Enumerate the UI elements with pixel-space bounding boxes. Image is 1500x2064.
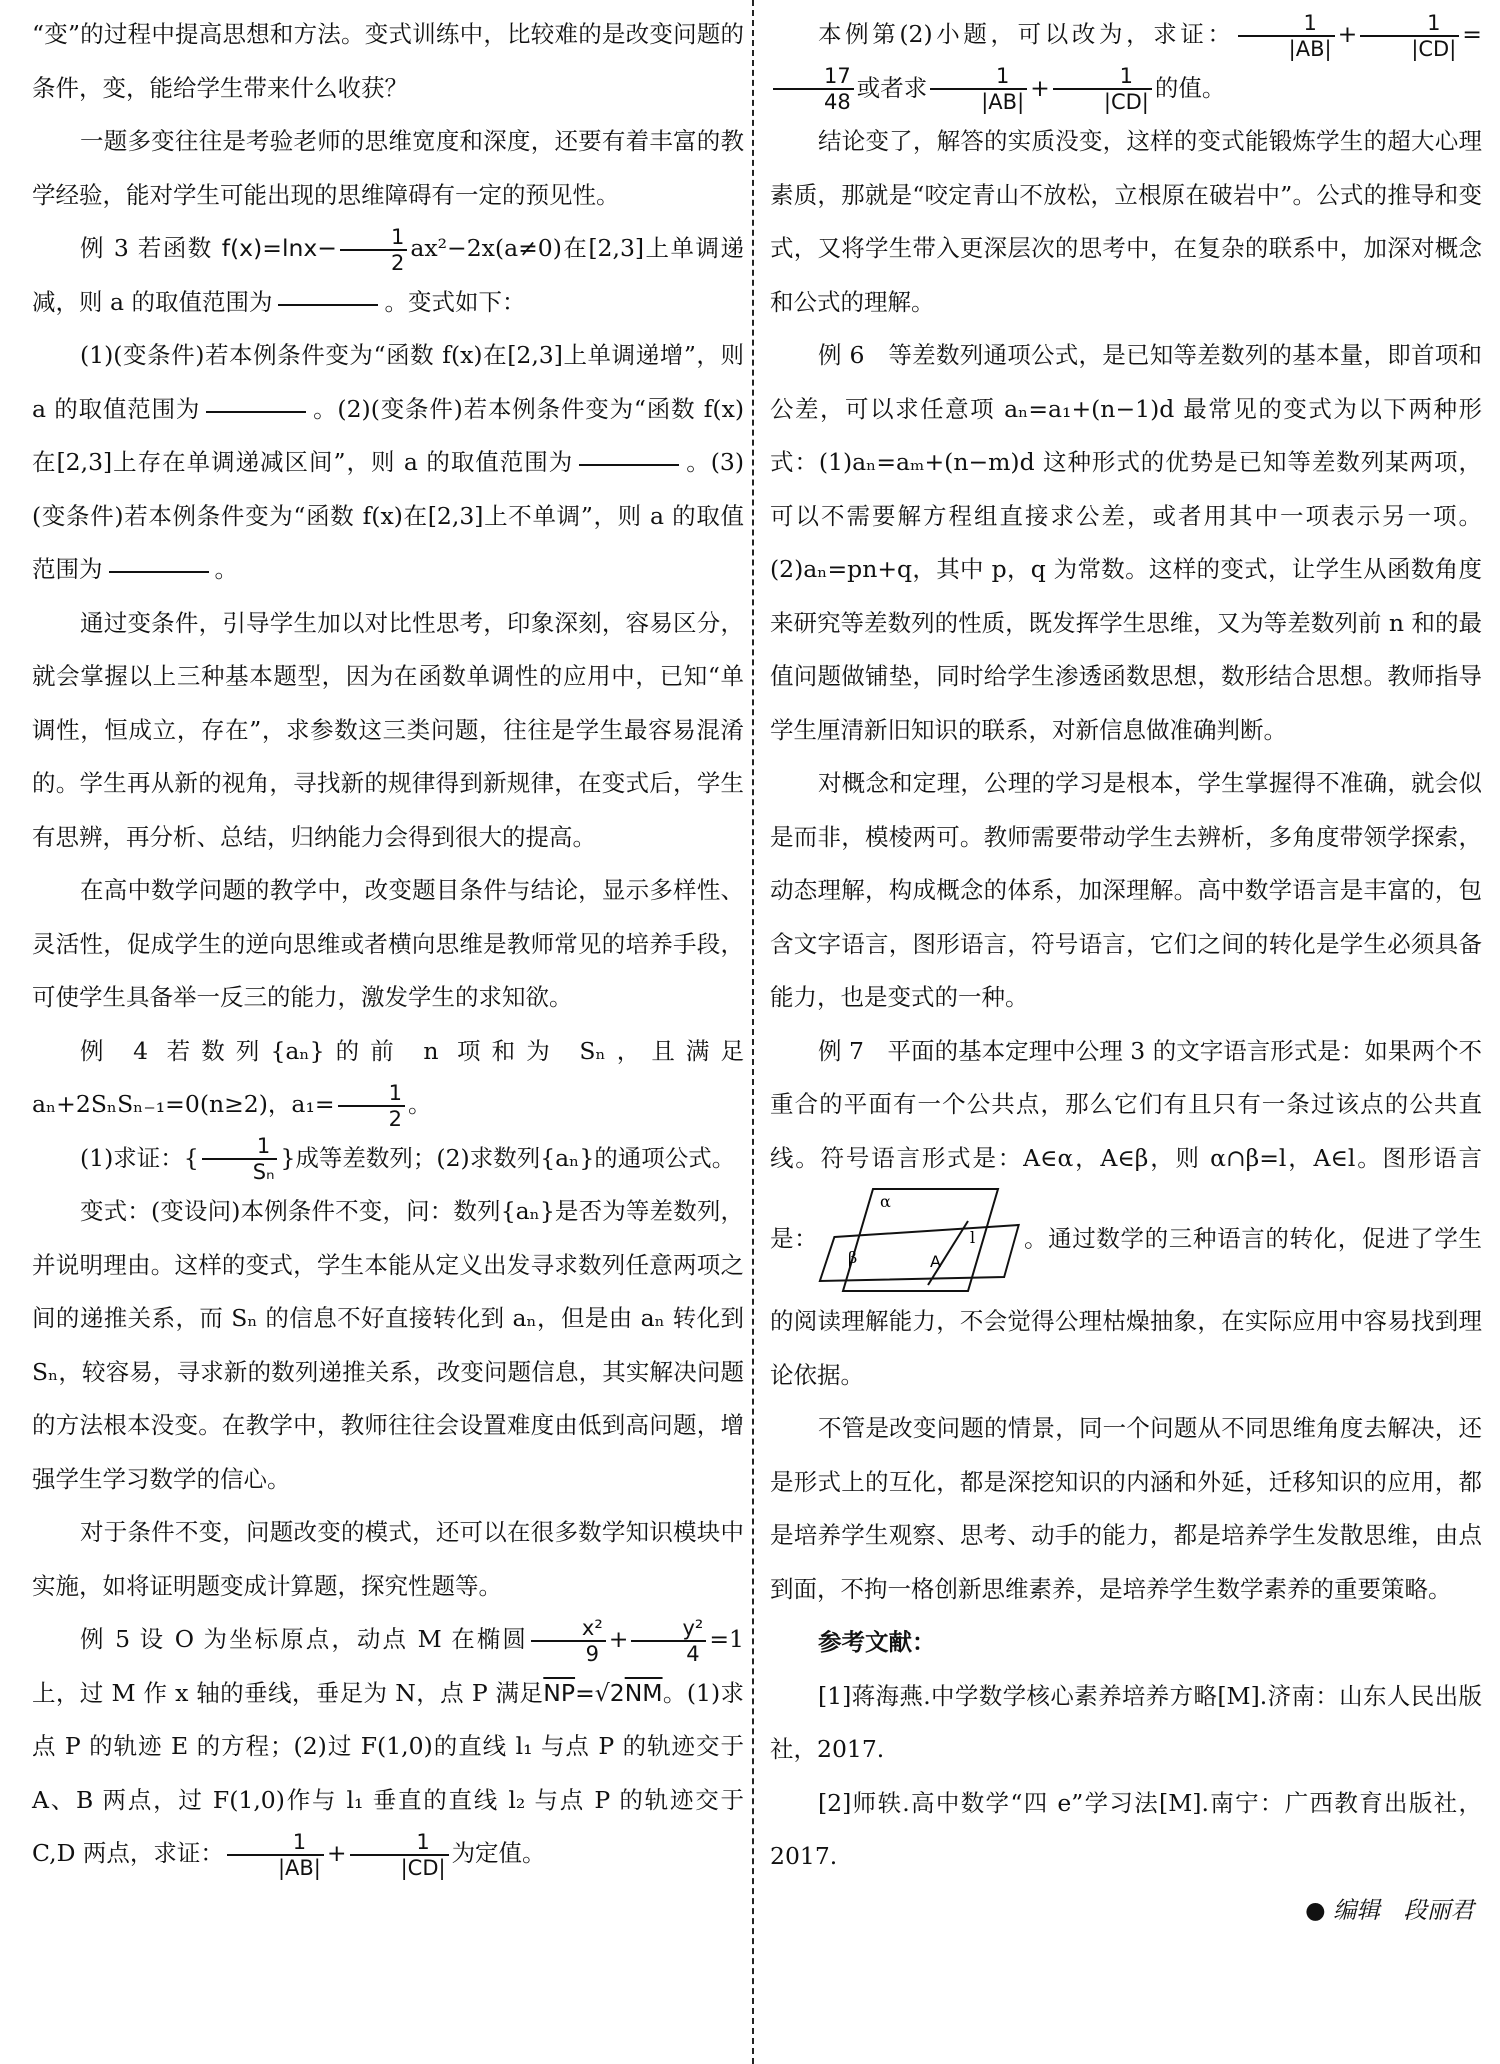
text: 例 7 平面的基本定理中公理 3 的文字语言形式是：如果两个不重合的平面有一个公共点，那么它们有且只有一条过该点的公共直线。符号语言形式是：A∈α，A∈β，则 α∩β=l，A∈l。图形语言是： — [770, 1036, 1482, 1253]
variant-text: (1)(变条件)若本例条件变为“函数 f(x)在[2,3]上单调递增”，则 a 的取值范围为 — [32, 341, 744, 423]
paragraph: 一题多变往往是考验老师的思维宽度和深度，还要有着丰富的教学经验，能对学生可能出现的思维障碍有一定的预见性。 — [32, 127, 744, 209]
label-alpha: α — [880, 1192, 892, 1211]
example-6: 例 6 等差数列通项公式，是已知等差数列的基本量，即首项和公差，可以求任意项 aₙ=a₁+(n−1)d 最常见的变式为以下两种形式：(1)aₙ=aₘ+(n−m)d 这种形式的优势是已知等差数列某两项，可以不需要解方程组直接求公差，或者用其中一项表示另一项。(2)aₙ=pn+q，其中 p，q 为常数。这样的变式，让学生从函数角度来研究等差数列的性质，既发挥学生思维，又为等差数列前 n 和的最值问题做铺垫，同时给学生渗透函数思想，数形结合思想。教师指导学生厘清新旧知识的联系，对新信息做准确判断。 — [770, 341, 1482, 744]
example-label: 例 4 — [80, 1036, 149, 1065]
answer-blank — [579, 463, 679, 466]
fraction-denominator: |CD| — [400, 1855, 446, 1880]
fraction-denominator: |CD| — [1103, 90, 1149, 114]
equals-sign: = — [1462, 20, 1482, 48]
fraction — [1360, 11, 1459, 61]
variant-text: 。 — [214, 555, 238, 583]
reference-item: [2]师轶.高中数学“四 e”学习法[M].南宁：广西教育出版社，2017. — [770, 1788, 1482, 1870]
text: 的值。 — [1154, 73, 1226, 102]
fraction-denominator: 2 — [388, 1106, 402, 1131]
reference-item: [1]蒋海燕.中学数学核心素养培养方略[M].济南：山东人民出版社，2017. — [770, 1681, 1482, 1763]
example-label: 例 5 — [80, 1625, 131, 1653]
plus-sign: + — [326, 1839, 347, 1867]
paragraph: 不管是改变问题的情景，同一个问题从不同思维角度去解决，还是形式上的互化，都是深挖知识的内涵和外延，迁移知识的应用，都是培养学生观察、思考、动手的能力，都是培养学生发散思维，由点到面，不拘一格创新思维素养，是培养学生数学素养的重要策略。 — [770, 1414, 1482, 1603]
fraction — [631, 1616, 706, 1666]
fraction — [1238, 11, 1335, 61]
formula-text: =√2 — [575, 1678, 625, 1707]
answer-blank — [206, 410, 306, 413]
formula-text: 设 O 为坐标原点，动点 M 在椭圆 — [139, 1625, 528, 1653]
label-beta: β — [848, 1248, 858, 1267]
references-title: 参考文献： — [818, 1628, 936, 1656]
fraction-numerator: 1 — [1053, 64, 1152, 90]
example-4 — [32, 1025, 744, 1132]
question-text: (1)求证：{ — [80, 1143, 199, 1172]
fraction-denominator: 48 — [824, 90, 851, 114]
vector-np: $\overline{NP}$ — [543, 1678, 576, 1707]
paragraph: 结论变了，解答的实质没变，这样的变式能锻炼学生的超大心理素质，那就是“咬定青山不放松，立根原在破岩中”。公式的推导和变式，又将学生带入更深层次的思考中，在复杂的联系中，加深对概念和公式的理解。 — [770, 127, 1482, 316]
paragraph: 对于条件不变，问题改变的模式，还可以在很多数学知识模块中实施，如将证明题变成计算题，探究性题等。 — [32, 1518, 744, 1600]
right-column — [770, 8, 1482, 1937]
example-3-variants — [32, 329, 744, 597]
fraction-denominator: 2 — [390, 250, 405, 275]
label-point-a: A — [930, 1252, 942, 1271]
paragraph: “变”的过程中提高思想和方法。变式训练中，比较难的是改变问题的条件，变，能给学生带来什么收获？ — [32, 20, 744, 102]
fraction — [531, 1616, 606, 1666]
variant-text: 。(2)(变条件)若本例条件变为“函数 f(x)在[2,3]上存在单调递减区间”，则 a 的取值范围为 — [32, 394, 744, 476]
fraction — [1053, 64, 1152, 114]
answer-blank — [109, 570, 209, 573]
example-5 — [32, 1613, 744, 1881]
vector-nm: $\overline{NM}$ — [624, 1678, 663, 1707]
fraction — [340, 225, 407, 275]
formula-text: 若函数 f(x)=lnx− — [137, 234, 337, 262]
fraction-numerator: 17 — [773, 64, 854, 90]
example-4-questions — [32, 1132, 744, 1186]
fraction-numerator: 1 — [227, 1830, 324, 1856]
fraction-numerator: 1 — [350, 1830, 449, 1856]
fraction-numerator: x² — [531, 1616, 606, 1642]
plus-sign: + — [608, 1625, 629, 1653]
formula-text: 若数列{aₙ}的前 n 项和为 Sₙ，且满足 aₙ+2SₙSₙ₋₁=0(n≥2)，a₁= — [32, 1036, 744, 1118]
label-line-l: l — [970, 1228, 976, 1247]
fraction-denominator: 9 — [585, 1641, 600, 1666]
text: 。通过数学的三种语言的转化，促进了学生的阅读理解能力，不会觉得公理枯燥抽象，在实际应用中容易找到理论依据。 — [770, 1224, 1483, 1389]
paragraph: 变式：(变设问)本例条件不变，问：数列{aₙ}是否为等差数列，并说明理由。这样的变式，学生本能从定义出发寻求数列任意两项之间的递推关系，而 Sₙ 的信息不好直接转化到 aₙ，但是由 aₙ 转化到 Sₙ，较容易，寻求新的数列递推关系，改变问题信息，其实解决问题的方法根本没变。在教学中，教师往往会设置难度由低到高问题，增强学生学习数学的信心。 — [32, 1197, 744, 1493]
formula-text: 。 — [407, 1090, 432, 1118]
formula-text: 。变式如下： — [384, 287, 526, 316]
example-label: 例 3 — [80, 234, 129, 262]
fraction — [350, 1830, 449, 1880]
fraction-numerator: 1 — [1360, 11, 1459, 37]
fraction — [773, 64, 854, 114]
fraction-denominator: Sₙ — [252, 1160, 275, 1184]
fraction-denominator: |AB| — [277, 1855, 321, 1880]
answer-blank — [278, 303, 378, 306]
fraction-denominator: |AB| — [981, 90, 1025, 114]
fraction — [338, 1081, 405, 1131]
fraction-numerator: 1 — [338, 1081, 405, 1107]
fraction-numerator: 1 — [930, 64, 1027, 90]
editor-credit: ● 编辑 段丽君 — [1305, 1895, 1474, 1924]
fraction-denominator: 4 — [686, 1641, 700, 1666]
formula-text: =1 上，过 M 作 x 轴的垂线，垂足为 N，点 P 满足 — [32, 1625, 744, 1707]
question-text: }成等差数列；(2)求数列{aₙ}的通项公式。 — [280, 1143, 736, 1172]
paragraph: 对概念和定理，公理的学习是根本，学生掌握得不准确，就会似是而非，模棱两可。教师需要带动学生去辨析，多角度带领学探索，动态理解，构成概念的体系，加深理解。高中数学语言是丰富的，包含文字语言，图形语言，符号语言，它们之间的转化是学生必须具备能力，也是变式的一种。 — [770, 769, 1482, 1011]
paragraph: 在高中数学问题的教学中，改变题目条件与结论，显示多样性、灵活性，促成学生的逆向思维或者横向思维是教师常见的培养手段，可使学生具备举一反三的能力，激发学生的求知欲。 — [32, 876, 744, 1011]
formula-text: ax²−2x(a≠0)在[2,3]上单调递减，则 a 的取值范围为 — [32, 234, 744, 316]
variant-text: 。(3)(变条件)若本例条件变为“函数 f(x)在[2,3]上不单调”，则 a 的取值范围为 — [32, 448, 744, 583]
fraction — [202, 1134, 278, 1184]
text: 或者求 — [856, 73, 928, 102]
fraction-numerator: 1 — [202, 1134, 278, 1160]
fraction-numerator: 1 — [1238, 11, 1335, 37]
left-column — [32, 8, 744, 1881]
fraction-numerator: y² — [631, 1616, 706, 1642]
fraction-denominator: |AB| — [1288, 36, 1332, 61]
text: 本例第(2)小题，可以改为，求证： — [818, 20, 1235, 48]
paragraph: 通过变条件，引导学生加以对比性思考，印象深刻，容易区分，就会掌握以上三种基本题型，因为在函数单调性的应用中，已知“单调性，恒成立，存在”，求参数这三类问题，往往是学生最容易混淆的。学生再从新的视角，寻找新的规律得到新规律，在变式后，学生有思辨，再分析、总结，归纳能力会得到很大的提高。 — [32, 608, 744, 851]
paragraph-variant-proof: 本例第(2)小题，可以改为，求证： $\frac{1}{|AB|}$ + $\frac{1}{|CD|}$ = $\frac{17}{48}$ 或者求 $\frac{1}{|AB|}$ + $\frac{1}{|CD|}$ 的值。 — [770, 8, 1482, 115]
example-3 — [32, 222, 744, 329]
fraction — [930, 64, 1027, 114]
column-divider — [752, 0, 754, 2064]
formula-text: 为定值。 — [451, 1839, 546, 1867]
fraction-denominator: |CD| — [1411, 36, 1457, 61]
fraction — [227, 1830, 324, 1880]
intersecting-planes-figure — [818, 1185, 1023, 1295]
formula-text: 。(1)求点 P 的轨迹 E 的方程；(2)过 F(1,0)的直线 l₁ 与点 P 的轨迹交于 A、B 两点，过 F(1,0)作与 l₁ 垂直的直线 l₂ 与点 P 的轨迹交于 C,D 两点，求证： — [32, 1678, 744, 1867]
fraction-numerator: 1 — [340, 225, 407, 251]
example-7 — [770, 1025, 1482, 1403]
